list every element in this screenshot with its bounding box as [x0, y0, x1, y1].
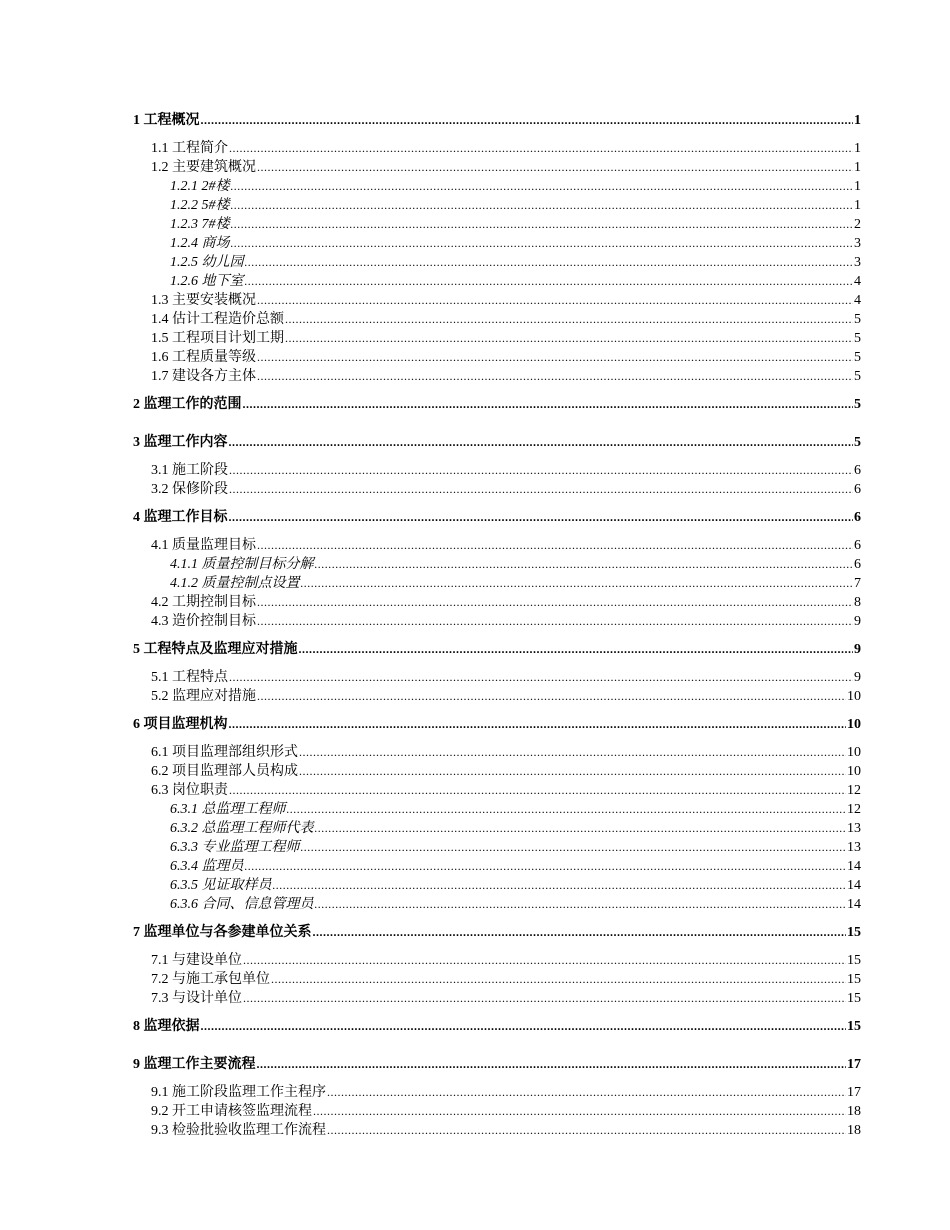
toc-entry-page-number: 4 [854, 274, 861, 289]
toc-entry-page-number: 9 [854, 614, 861, 629]
toc-entry[interactable] [133, 640, 861, 659]
toc-entry-page-number: 18 [847, 1104, 861, 1119]
toc-entry-page-number: 3 [854, 255, 861, 270]
toc-entry-page-number: 1 [854, 198, 861, 213]
toc-entry[interactable] [151, 781, 861, 800]
dot-leader [299, 743, 846, 762]
toc-entry-title: 6.3.2 总监理工程师代表 [170, 821, 314, 836]
toc-entry-page-number: 10 [847, 717, 861, 732]
dot-leader [229, 480, 853, 499]
toc-entry[interactable] [170, 876, 861, 895]
dot-leader [257, 1055, 847, 1074]
toc-entry-page-number: 12 [847, 802, 861, 817]
dot-leader [285, 310, 853, 329]
toc-entry-page-number: 12 [847, 783, 861, 798]
toc-entry-page-number: 15 [847, 925, 861, 940]
dot-leader [231, 215, 854, 234]
toc-entry[interactable] [133, 508, 861, 527]
toc-entry[interactable] [151, 367, 861, 386]
toc-entry[interactable] [151, 536, 861, 555]
dot-leader [285, 329, 853, 348]
toc-entry[interactable] [133, 715, 861, 734]
dot-leader [257, 291, 853, 310]
toc-entry-title: 5.1 工程特点 [151, 670, 228, 685]
dot-leader [257, 158, 853, 177]
dot-leader [301, 574, 854, 593]
toc-entry[interactable] [151, 1083, 861, 1102]
toc-entry-page-number: 6 [854, 482, 861, 497]
toc-entry-title: 6.2 项目监理部人员构成 [151, 764, 298, 779]
toc-entry[interactable] [170, 272, 861, 291]
toc-entry-title: 4 监理工作目标 [133, 510, 228, 525]
toc-entry-page-number: 5 [854, 331, 861, 346]
toc-entry[interactable] [151, 291, 861, 310]
toc-entry-title: 1.7 建设各方主体 [151, 369, 256, 384]
dot-leader [229, 461, 853, 480]
toc-entry-title: 1.5 工程项目计划工期 [151, 331, 284, 346]
toc-entry-page-number: 5 [854, 350, 861, 365]
toc-entry-page-number: 13 [847, 840, 861, 855]
dot-leader [243, 951, 846, 970]
dot-leader [201, 111, 854, 130]
toc-entry[interactable] [170, 196, 861, 215]
toc-entry-page-number: 15 [847, 1019, 861, 1034]
toc-entry[interactable] [133, 1017, 861, 1036]
toc-entry[interactable] [151, 158, 861, 177]
toc-entry[interactable] [151, 139, 861, 158]
toc-entry-page-number: 5 [854, 397, 861, 412]
toc-entry-title: 2 监理工作的范围 [133, 397, 242, 412]
toc-entry-title: 6 项目监理机构 [133, 717, 228, 732]
toc-entry[interactable] [133, 433, 861, 452]
toc-entry[interactable] [170, 253, 861, 272]
toc-entry[interactable] [170, 177, 861, 196]
toc-entry-title: 1.2.3 7#楼 [170, 217, 230, 232]
toc-entry[interactable] [151, 989, 861, 1008]
toc-entry-page-number: 18 [847, 1123, 861, 1138]
toc-entry[interactable] [133, 923, 861, 942]
toc-entry[interactable] [170, 555, 861, 574]
toc-entry-page-number: 4 [854, 293, 861, 308]
toc-entry[interactable] [133, 111, 861, 130]
toc-entry-title: 1 工程概况 [133, 113, 200, 128]
toc-entry-title: 1.2.5 幼儿园 [170, 255, 244, 270]
toc-entry[interactable] [170, 800, 861, 819]
dot-leader [299, 640, 854, 659]
toc-entry-title: 7.2 与施工承包单位 [151, 972, 270, 987]
dot-leader [231, 234, 854, 253]
dot-leader [315, 819, 847, 838]
toc-entry[interactable] [151, 593, 861, 612]
dot-leader [315, 895, 847, 914]
toc-entry-title: 1.3 主要安装概况 [151, 293, 256, 308]
toc-entry[interactable] [151, 668, 861, 687]
toc-entry-title: 5 工程特点及监理应对措施 [133, 642, 298, 657]
toc-entry-title: 4.3 造价控制目标 [151, 614, 256, 629]
dot-leader [201, 1017, 847, 1036]
dot-leader [231, 177, 854, 196]
toc-entry-title: 6.3.3 专业监理工程师 [170, 840, 300, 855]
toc-entry-page-number: 15 [847, 953, 861, 968]
toc-entry-title: 6.3.4 监理员 [170, 859, 244, 874]
toc-entry-page-number: 6 [854, 463, 861, 478]
toc-entry[interactable] [170, 574, 861, 593]
dot-leader [231, 196, 854, 215]
toc-entry-title: 5.2 监理应对措施 [151, 689, 256, 704]
toc-entry-page-number: 14 [847, 878, 861, 893]
toc-entry-page-number: 1 [854, 160, 861, 175]
dot-leader [229, 781, 846, 800]
toc-entry-title: 1.2 主要建筑概况 [151, 160, 256, 175]
toc-entry-title: 9.3 检验批验收监理工作流程 [151, 1123, 326, 1138]
toc-entry-page-number: 5 [854, 312, 861, 327]
toc-entry-title: 3 监理工作内容 [133, 435, 228, 450]
toc-entry-page-number: 1 [854, 113, 861, 128]
toc-entry-page-number: 13 [847, 821, 861, 836]
toc-entry-page-number: 10 [847, 745, 861, 760]
toc-entry-title: 6.1 项目监理部组织形式 [151, 745, 298, 760]
toc-entry-page-number: 5 [854, 369, 861, 384]
toc-entry-title: 8 监理依据 [133, 1019, 200, 1034]
toc-entry-page-number: 6 [854, 557, 861, 572]
toc-entry-title: 7.1 与建设单位 [151, 953, 242, 968]
toc-entry-title: 1.4 估计工程造价总额 [151, 312, 284, 327]
toc-entry[interactable] [151, 970, 861, 989]
toc-entry-page-number: 7 [854, 576, 861, 591]
toc-entry-page-number: 17 [847, 1085, 861, 1100]
toc-entry[interactable] [151, 461, 861, 480]
toc-entry-title: 6.3.6 合同、信息管理员 [170, 897, 314, 912]
toc-entry-page-number: 14 [847, 859, 861, 874]
toc-entry-page-number: 9 [854, 642, 861, 657]
dot-leader [229, 508, 854, 527]
dot-leader [229, 715, 847, 734]
dot-leader [229, 139, 853, 158]
toc-entry[interactable] [151, 348, 861, 367]
toc-entry-page-number: 2 [854, 217, 861, 232]
toc-entry-title: 4.2 工期控制目标 [151, 595, 256, 610]
toc-entry-page-number: 3 [854, 236, 861, 251]
toc-entry-title: 6.3.1 总监理工程师 [170, 802, 286, 817]
toc-entry-title: 9.2 开工申请核签监理流程 [151, 1104, 312, 1119]
dot-leader [243, 989, 846, 1008]
dot-leader [257, 348, 853, 367]
toc-entry[interactable] [151, 310, 861, 329]
toc-entry[interactable] [151, 329, 861, 348]
dot-leader [245, 272, 854, 291]
toc-entry-title: 3.1 施工阶段 [151, 463, 228, 478]
toc-entry-page-number: 8 [854, 595, 861, 610]
toc-entry[interactable] [170, 234, 861, 253]
toc-entry[interactable] [151, 743, 861, 762]
toc-entry-page-number: 15 [847, 972, 861, 987]
toc-entry-page-number: 1 [854, 179, 861, 194]
toc-entry-page-number: 14 [847, 897, 861, 912]
toc-entry-title: 1.6 工程质量等级 [151, 350, 256, 365]
dot-leader [287, 800, 847, 819]
toc-entry[interactable] [151, 480, 861, 499]
toc-entry-title: 1.1 工程简介 [151, 141, 228, 156]
dot-leader [257, 367, 853, 386]
toc-entry-page-number: 1 [854, 141, 861, 156]
toc-entry-page-number: 10 [847, 764, 861, 779]
dot-leader [245, 253, 854, 272]
toc-entry-title: 6.3.5 见证取样员 [170, 878, 272, 893]
toc-entry-page-number: 15 [847, 991, 861, 1006]
dot-leader [327, 1121, 846, 1140]
toc-entry[interactable] [170, 215, 861, 234]
dot-leader [313, 1102, 846, 1121]
dot-leader [245, 857, 847, 876]
toc-entry-title: 6.3 岗位职责 [151, 783, 228, 798]
toc-entry[interactable] [170, 838, 861, 857]
toc-entry-title: 1.2.6 地下室 [170, 274, 244, 289]
toc-entry[interactable] [151, 1102, 861, 1121]
toc-entry-title: 1.2.2 5#楼 [170, 198, 230, 213]
dot-leader [271, 970, 846, 989]
dot-leader [327, 1083, 846, 1102]
toc-entry-title: 9.1 施工阶段监理工作主程序 [151, 1085, 326, 1100]
toc-entry-page-number: 5 [854, 435, 861, 450]
dot-leader [257, 536, 853, 555]
toc-entry[interactable] [151, 951, 861, 970]
toc-entry-page-number: 10 [847, 689, 861, 704]
dot-leader [301, 838, 847, 857]
dot-leader [257, 687, 846, 706]
dot-leader [257, 593, 853, 612]
toc-entry-title: 7.3 与设计单位 [151, 991, 242, 1006]
toc-entry[interactable] [151, 687, 861, 706]
toc-entry[interactable] [151, 612, 861, 631]
dot-leader [257, 612, 853, 631]
toc-entry[interactable] [133, 1055, 861, 1074]
dot-leader [315, 555, 854, 574]
toc-entry-title: 3.2 保修阶段 [151, 482, 228, 497]
toc-entry-title: 4.1 质量监理目标 [151, 538, 256, 553]
toc-entry-page-number: 6 [854, 538, 861, 553]
dot-leader [243, 395, 854, 414]
dot-leader [299, 762, 846, 781]
toc-entry[interactable] [170, 857, 861, 876]
toc-entry[interactable] [151, 1121, 861, 1140]
toc-entry-page-number: 17 [847, 1057, 861, 1072]
toc-entry-title: 7 监理单位与各参建单位关系 [133, 925, 312, 940]
toc-entry-title: 1.2.4 商场 [170, 236, 230, 251]
toc-entry-page-number: 6 [854, 510, 861, 525]
dot-leader [229, 433, 854, 452]
toc-entry[interactable] [133, 395, 861, 414]
toc-entry[interactable] [170, 895, 861, 914]
dot-leader [229, 668, 853, 687]
toc-entry-title: 4.1.1 质量控制目标分解 [170, 557, 314, 572]
toc-entry-page-number: 9 [854, 670, 861, 685]
toc-entry[interactable] [151, 762, 861, 781]
toc-entry[interactable] [170, 819, 861, 838]
toc-entry-title: 1.2.1 2#楼 [170, 179, 230, 194]
toc-entry-title: 9 监理工作主要流程 [133, 1057, 256, 1072]
dot-leader [273, 876, 847, 895]
toc-entry-title: 4.1.2 质量控制点设置 [170, 576, 300, 591]
dot-leader [313, 923, 847, 942]
